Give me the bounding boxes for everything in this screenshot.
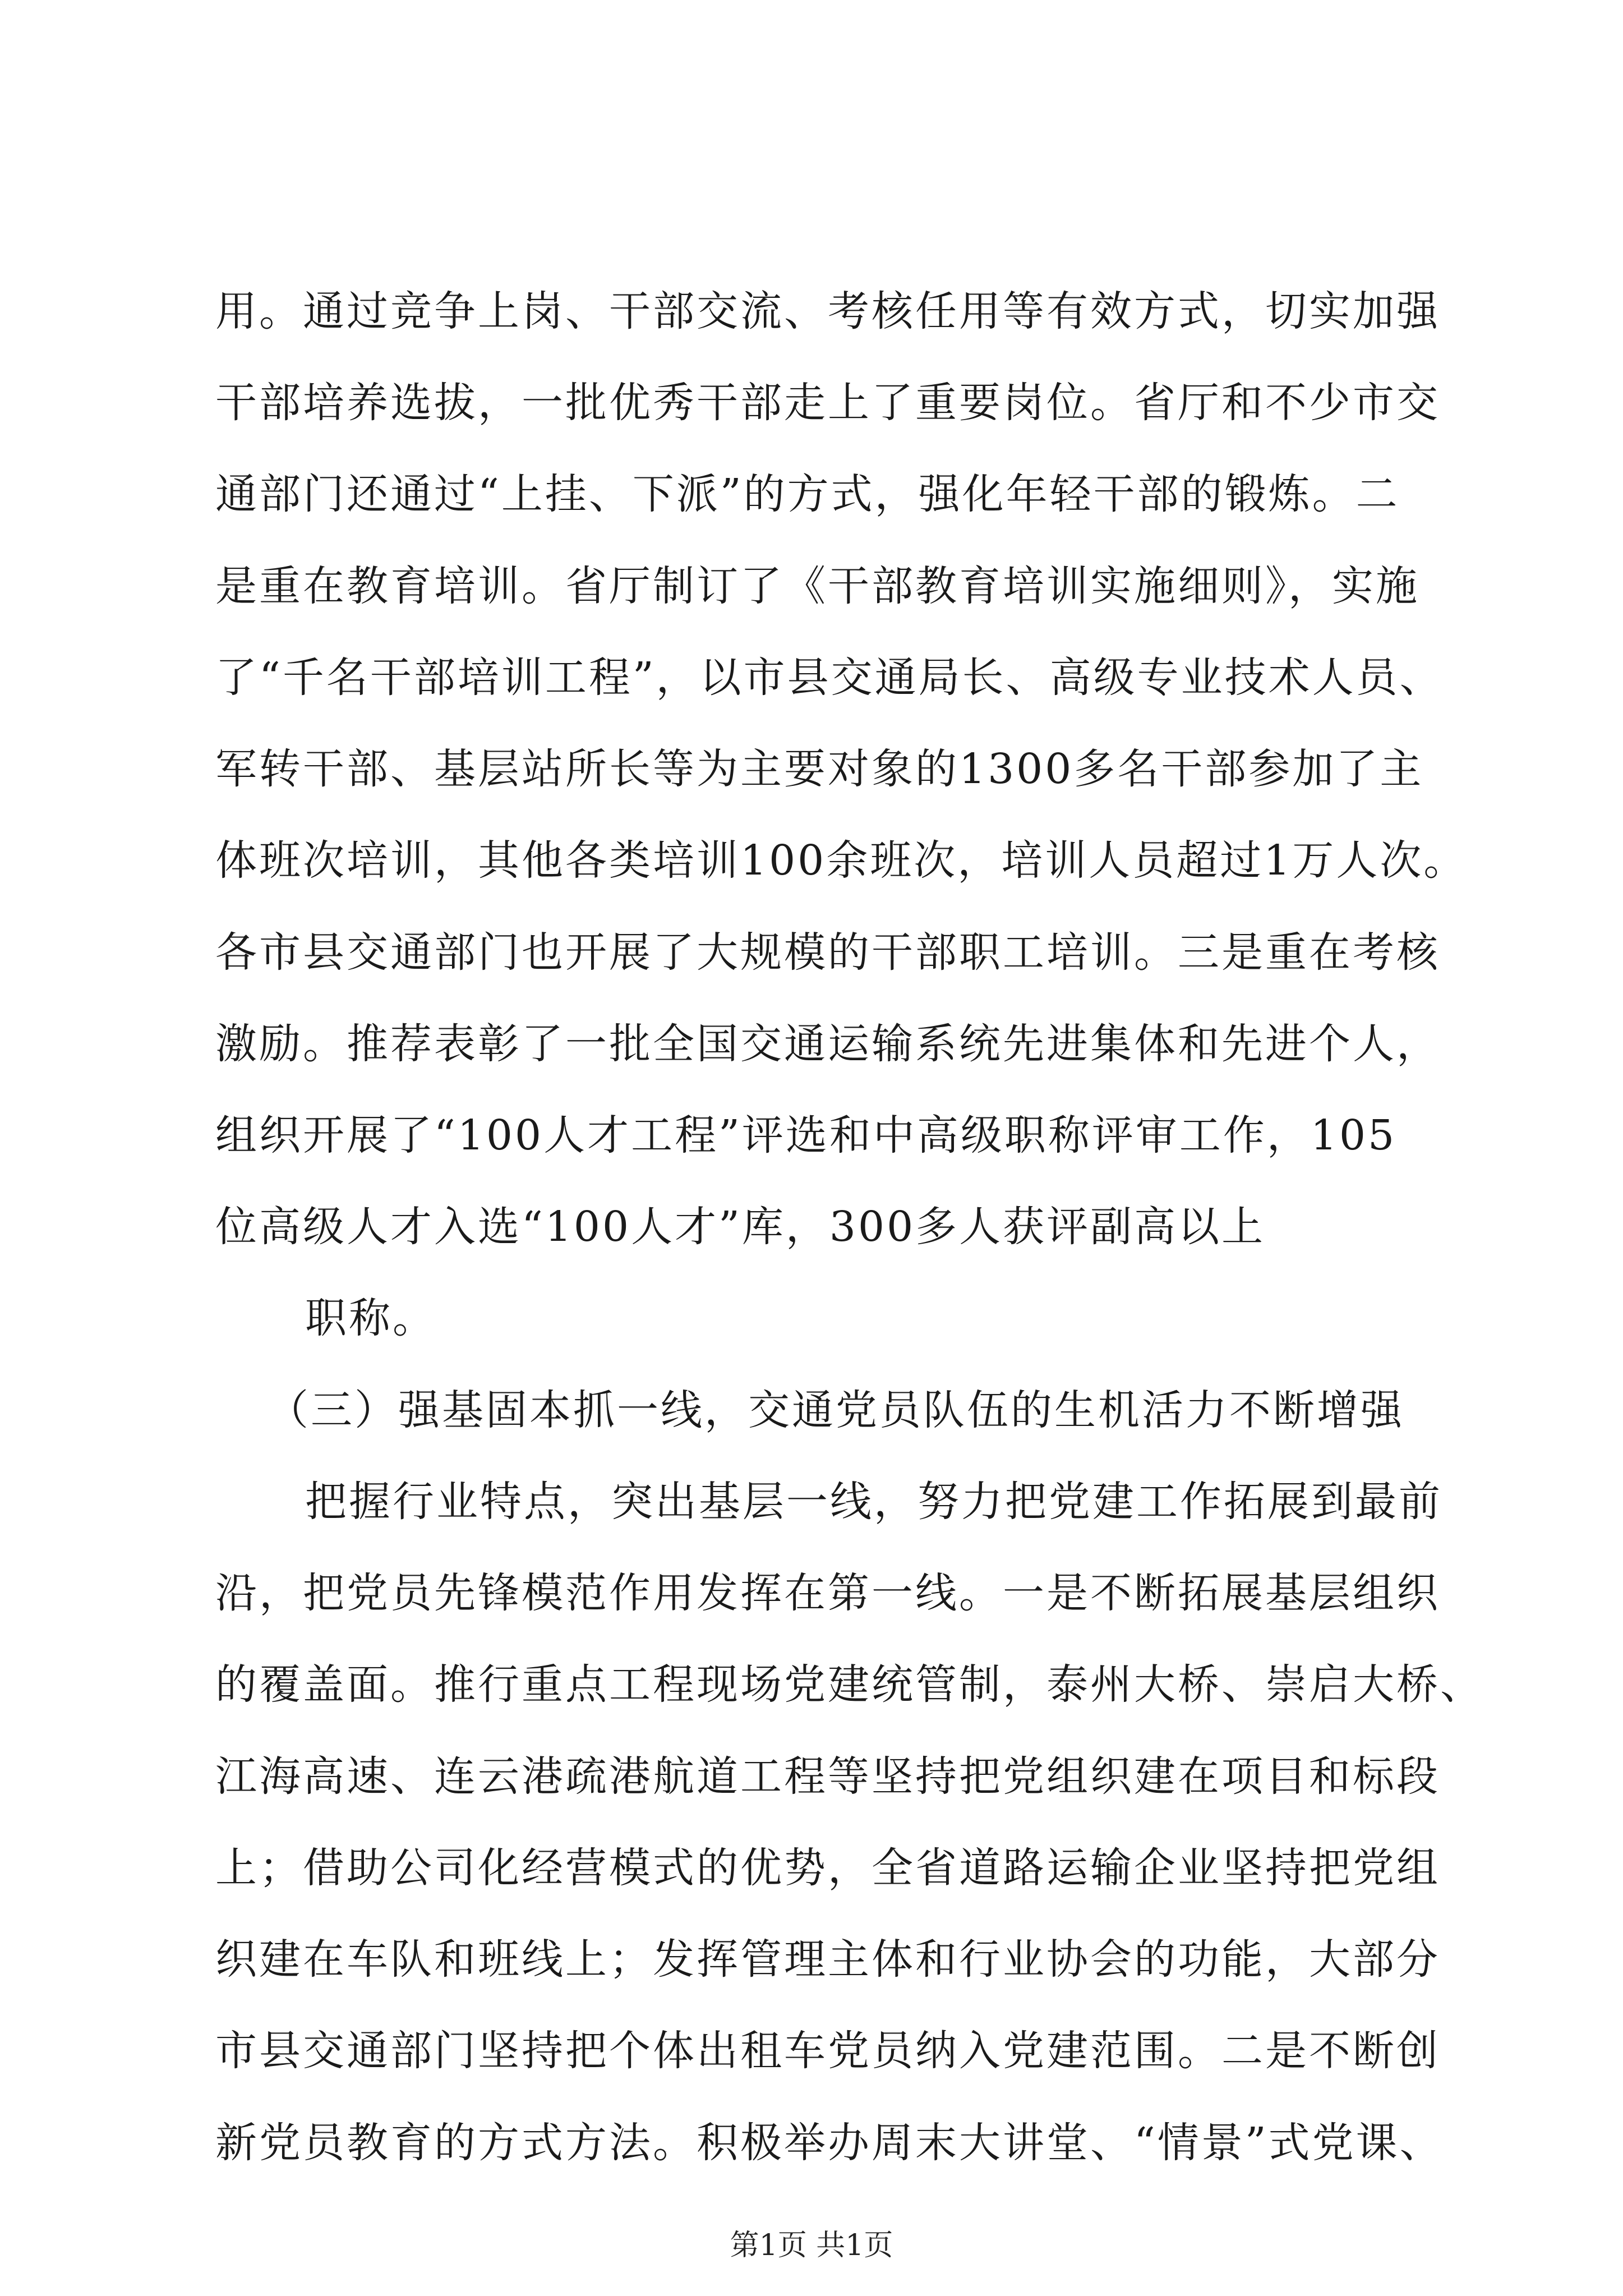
body-line-10: 组织开展了“100人才工程”评选和中高级职称评审工作，105 (215, 1111, 1397, 1159)
body-line-2: 干部培养选拔，一批优秀干部走上了重要岗位。省厅和不少市交 (215, 379, 1440, 427)
body-line-4: 是重在教育培训。省厅制订了《干部教育培训实施细则》，实施 (215, 562, 1419, 610)
body-line-8: 各市县交通部门也开展了大规模的干部职工培训。三是重在考核 (215, 928, 1440, 977)
body-line-5: 了“千名干部培训工程”，以市县交通局长、高级专业技术人员、 (215, 654, 1444, 702)
body-line-7: 体班次培训，其他各类培训100余班次，培训人员超过1万人次。 (215, 836, 1468, 885)
body-line-1: 用。通过竞争上岗、干部交流、考核任用等有效方式，切实加强 (215, 287, 1440, 335)
body-line-11: 位高级人才入选“100人才”库，300多人获评副高以上 (215, 1203, 1266, 1251)
body-line-14: 把握行业特点，突出基层一线，努力把党建工作拓展到最前 (305, 1478, 1442, 1526)
body-line-15: 沿，把党员先锋模范作用发挥在第一线。一是不断拓展基层组织 (215, 1569, 1440, 1617)
page-footer: 第1页 共1页 (730, 2229, 893, 2262)
body-line-6: 军转干部、基层站所长等为主要对象的1300多名干部参加了主 (215, 745, 1424, 793)
section-heading: （三）强基固本抓一线，交通党员队伍的生机活力不断增强 (267, 1386, 1404, 1434)
body-line-19: 织建在车队和班线上；发挥管理主体和行业协会的功能，大部分 (215, 1935, 1440, 1984)
body-line-18: 上；借助公司化经营模式的优势，全省道路运输企业坚持把党组 (215, 1844, 1440, 1892)
body-line-20: 市县交通部门坚持把个体出租车党员纳入党建范围。二是不断创 (215, 2027, 1440, 2075)
body-line-17: 江海高速、连云港疏港航道工程等坚持把党组织建在项目和标段 (215, 1752, 1440, 1801)
body-line-16: 的覆盖面。推行重点工程现场党建统管制，泰州大桥、崇启大桥、 (215, 1660, 1484, 1709)
body-line-12: 职称。 (305, 1294, 436, 1342)
body-line-9: 激励。推荐表彰了一批全国交通运输系统先进集体和先进个人， (215, 1020, 1440, 1068)
body-line-3: 通部门还通过“上挂、下派”的方式，强化年轻干部的锻炼。二 (215, 470, 1400, 518)
body-line-21: 新党员教育的方式方法。积极举办周末大讲堂、“情景”式党课、 (215, 2119, 1444, 2167)
